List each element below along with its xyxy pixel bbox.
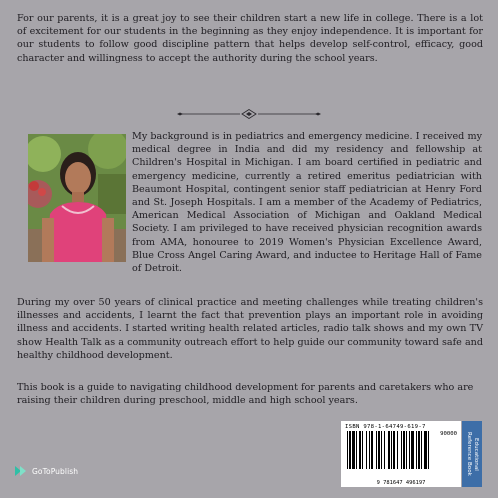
barcode-bars [345,431,457,477]
experience-paragraph: During my over 50 years of clinical practice and meeting challenges while treating children's illnesses and accidents, I learnt the fact that prevention plays an important role in avoiding illness and accidents. I started writing health related articles, radio talk shows and my own TV show Health Talk as a community outreach effort to help guide our community toward safe and healthy childhood development. [17,297,483,361]
category-tag-label: Educational Reference Book [466,432,479,476]
author-bio-paragraph: My background is in pediatrics and emergency medicine. I received my medical degree in India and did my residency and fellowship at Children's Hospital in Michigan. I am board certified in pediatric and emergency medicine, currently a retired emeritus pediatrician with Beaumont Hospital, contingent senior staff pediatrician at Henry Ford and St. Joseph Hospitals. I am a member of the Academy of Pediatrics, American Medical Association of Michigan and Oakland Medical Society. I am privileged to have received physician recognition awards from AMA, honouree to 2019 Women's Physician Excellence Award, Blue Cross Angel Caring Award, and inductee to Heritage Hall of Fame of Detroit. [132,131,482,275]
gotopublish-logo-icon [14,464,28,478]
isbn-text: ISBN 978-1-64749-619-7 [345,424,426,430]
author-photo [28,134,126,262]
isbn-barcode [341,421,461,487]
publisher-name: GoToPublish [32,466,79,476]
publisher-logo [14,463,78,479]
price-code: 90000 [440,431,457,437]
ornament-divider-icon [176,108,322,120]
barcode-digits: 9 781647 496197 [376,480,426,486]
intro-paragraph: For our parents, it is a great joy to see their children start a new life in college. There is a lot of excitement for our students in the beginning as they enjoy independence. It is important for our students to follow good discipline pattern that helps develop self-control, efficacy, good character and willingness to accept the authority during the school years. [17,13,483,64]
purpose-paragraph: This book is a guide to navigating childhood development for parents and caretakers who are raising their children during preschool, middle and high school years. [17,382,474,407]
category-tag [462,421,482,487]
